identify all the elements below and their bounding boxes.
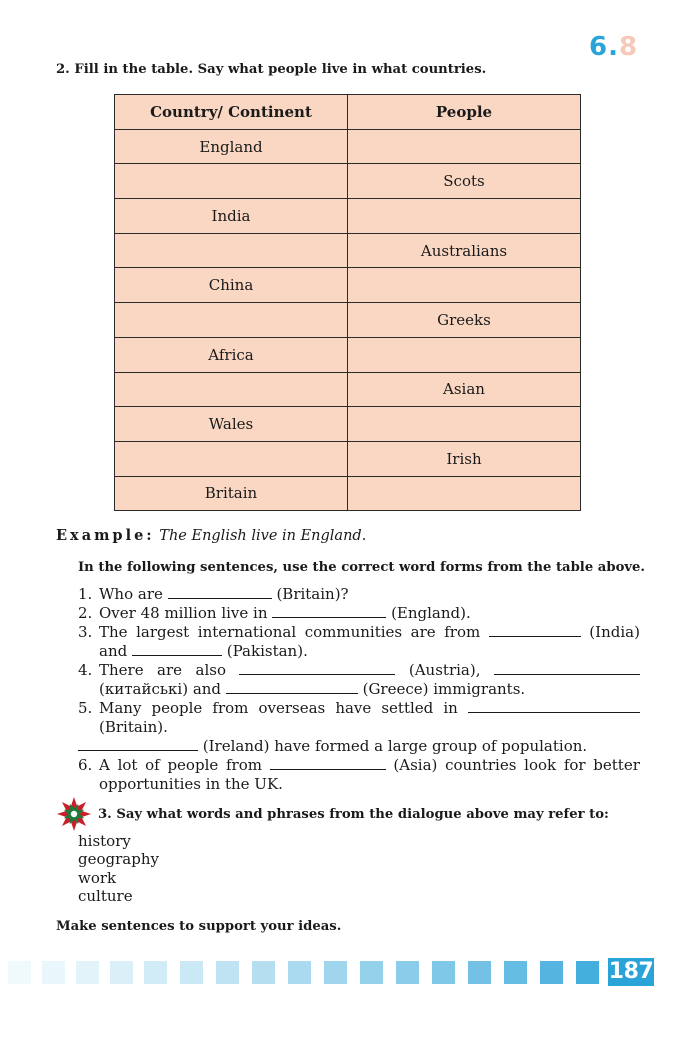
table-cell: Wales xyxy=(115,407,348,442)
table-cell xyxy=(348,199,581,234)
table-cell xyxy=(115,233,348,268)
table-cell xyxy=(115,372,348,407)
sentence-6 xyxy=(78,756,640,775)
section-badge xyxy=(589,32,637,60)
table-cell: China xyxy=(115,268,348,303)
word: international xyxy=(197,623,297,641)
answer-blank[interactable] xyxy=(226,680,358,694)
word: settled xyxy=(381,699,434,717)
word: for xyxy=(563,756,586,774)
sentence-3 xyxy=(78,623,640,642)
example-label: Example: xyxy=(56,527,155,544)
word: countries xyxy=(445,756,517,774)
table-cell xyxy=(348,268,581,303)
table-header-row xyxy=(115,95,581,130)
table-cell: Asian xyxy=(348,372,581,407)
sentence-number: 3. xyxy=(78,623,93,641)
word: from xyxy=(212,699,249,717)
table-row xyxy=(115,233,581,268)
table-row xyxy=(115,129,581,164)
word: look xyxy=(524,756,557,774)
page-number: 187 xyxy=(608,959,654,984)
word: (Austria), xyxy=(408,661,481,679)
word: communities xyxy=(304,623,403,641)
badge-main: 6 xyxy=(589,32,608,62)
sentence-2 xyxy=(78,604,640,623)
example-line xyxy=(56,527,366,544)
answer-blank[interactable] xyxy=(132,642,222,656)
table-row xyxy=(115,407,581,442)
word: (India) xyxy=(589,623,640,641)
table-cell: Britain xyxy=(115,476,348,511)
answer-blank[interactable] xyxy=(272,604,386,618)
table-cell: Australians xyxy=(348,233,581,268)
table-row xyxy=(115,441,581,476)
table-row xyxy=(115,303,581,338)
table-cell: Africa xyxy=(115,337,348,372)
sentence-number: 4. xyxy=(78,661,93,679)
table-cell: Scots xyxy=(348,164,581,199)
sentence-text: (Pakistan). xyxy=(226,642,308,660)
list-item: geography xyxy=(78,850,159,869)
word: from xyxy=(225,756,262,774)
sentence-6-cont xyxy=(78,775,661,794)
sentence-4-cont xyxy=(78,680,661,699)
sentence-text: and xyxy=(99,642,128,660)
task-4-title: Make sentences to support your ideas. xyxy=(56,919,342,934)
word: people xyxy=(151,699,203,717)
word: in xyxy=(443,699,458,717)
sentence-number: 5. xyxy=(78,699,93,717)
word: The xyxy=(99,623,128,641)
word: There xyxy=(99,661,144,679)
word: largest xyxy=(136,623,190,641)
sentence-number: 2. xyxy=(78,604,93,622)
word: also xyxy=(195,661,226,679)
word: (Asia) xyxy=(393,756,438,774)
topic-word-list xyxy=(78,832,159,905)
sentence-text: Who are xyxy=(99,585,163,603)
list-item: history xyxy=(78,832,131,850)
sentence-3-cont xyxy=(78,642,661,661)
answer-blank[interactable] xyxy=(239,661,395,675)
word: better xyxy=(593,756,640,774)
answer-blank[interactable] xyxy=(78,737,198,751)
word: of xyxy=(145,756,160,774)
table-row xyxy=(115,476,581,511)
table-row xyxy=(115,199,581,234)
sentence-5-cont xyxy=(78,718,661,737)
task-3-title: 3. Say what words and phrases from the dialogue above may refer to: xyxy=(98,807,609,822)
word: are xyxy=(157,661,183,679)
sentence-text: opportunities in the UK. xyxy=(99,775,283,793)
list-item: culture xyxy=(78,886,133,905)
table-cell xyxy=(348,407,581,442)
answer-blank[interactable] xyxy=(468,699,640,713)
table-row xyxy=(115,337,581,372)
table-header-people: People xyxy=(348,95,581,130)
word: are xyxy=(410,623,436,641)
sentence-text: (Ireland) have formed a large group of population. xyxy=(202,737,588,755)
word: overseas xyxy=(258,699,326,717)
footer-decorative-squares xyxy=(0,958,610,986)
sentence-4 xyxy=(78,661,640,680)
word: people xyxy=(167,756,219,774)
example-text: The English live in England. xyxy=(159,528,367,544)
table-cell xyxy=(348,337,581,372)
table-row xyxy=(115,164,581,199)
badge-sep: . xyxy=(608,32,618,62)
table-row xyxy=(115,372,581,407)
table-cell xyxy=(115,164,348,199)
sentence-text: Over 48 million live in xyxy=(99,604,268,622)
sentences-instruction: In the following sentences, use the correct word forms from the table above. xyxy=(78,560,646,575)
answer-blank[interactable] xyxy=(489,623,581,637)
sentence-1 xyxy=(78,585,640,604)
word: from xyxy=(444,623,481,641)
people-table xyxy=(114,94,581,511)
sentence-text: (Britain)? xyxy=(276,585,349,603)
table-cell: Greeks xyxy=(348,303,581,338)
answer-blank[interactable] xyxy=(494,661,640,675)
answer-blank[interactable] xyxy=(270,756,386,770)
word: lot xyxy=(117,756,138,774)
badge-faded: 8 xyxy=(618,32,638,62)
table-row xyxy=(115,268,581,303)
sentence-text: (Greece) immigrants. xyxy=(362,680,526,698)
task-2-title: 2. Fill in the table. Say what people live in what countries. xyxy=(56,62,487,77)
sentence-text: (Britain). xyxy=(99,718,168,736)
sentence-number: 1. xyxy=(78,585,93,603)
sentence-number: 6. xyxy=(78,756,93,774)
word: have xyxy=(335,699,372,717)
table-cell xyxy=(348,129,581,164)
answer-blank[interactable] xyxy=(168,585,272,599)
sentence-5 xyxy=(78,699,640,718)
list-item: work xyxy=(78,868,117,887)
table-cell: Irish xyxy=(348,441,581,476)
table-header-country: Country/ Continent xyxy=(115,95,348,130)
table-cell: India xyxy=(115,199,348,234)
word: A xyxy=(99,756,110,774)
sentence-text: (китайські) and xyxy=(99,680,222,698)
table-cell xyxy=(348,476,581,511)
table-cell xyxy=(115,441,348,476)
sentence-5-cont2 xyxy=(78,737,640,756)
star-ornament-icon xyxy=(56,796,92,832)
table-cell: England xyxy=(115,129,348,164)
word: Many xyxy=(99,699,142,717)
sentence-text: (England). xyxy=(391,604,471,622)
table-cell xyxy=(115,303,348,338)
